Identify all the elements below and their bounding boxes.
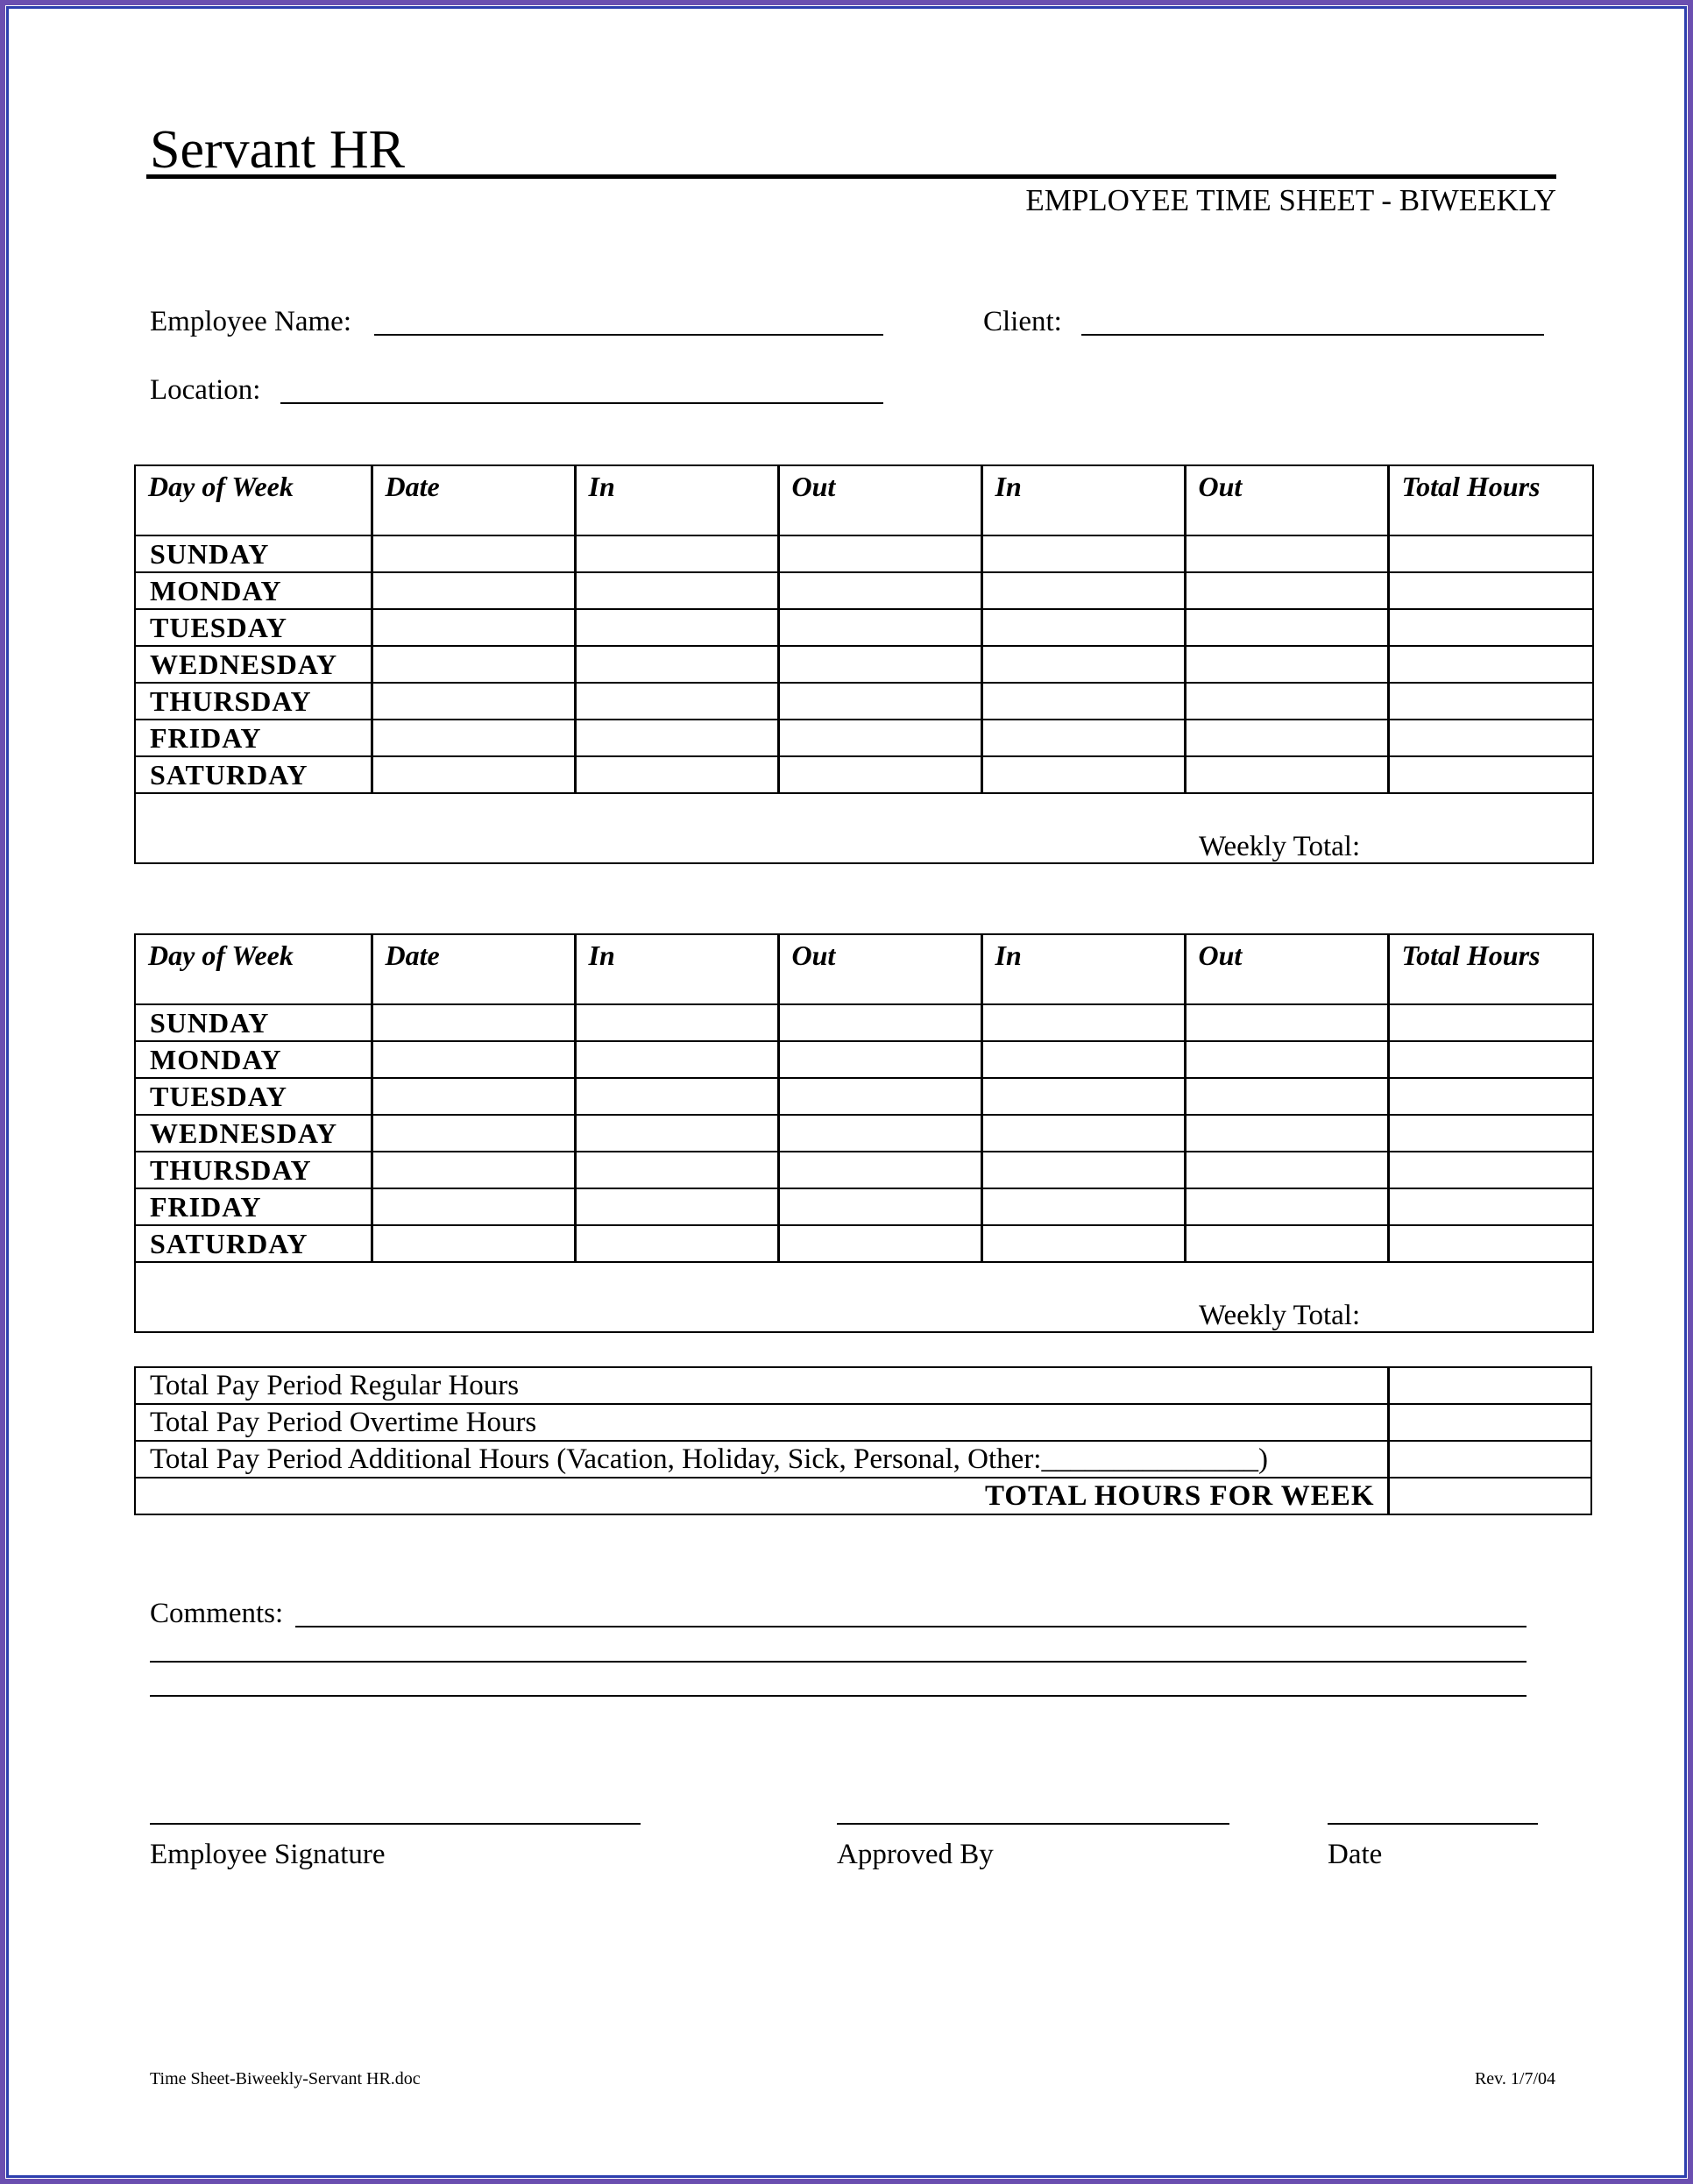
document-page [12,12,1681,2172]
out-cell[interactable] [1185,1225,1388,1262]
in-cell[interactable] [575,683,778,720]
in-cell[interactable] [575,720,778,756]
approved-by-line[interactable] [837,1823,1229,1825]
total-hours-cell[interactable] [1388,683,1593,720]
column-header: In [981,934,1185,1004]
day-label: MONDAY [135,572,372,609]
day-label: TUESDAY [135,609,372,646]
day-label: FRIDAY [135,720,372,756]
footer-revision: Rev. 1/7/04 [1474,2069,1555,2088]
day-label: MONDAY [135,1041,372,1078]
date-cell[interactable] [372,1152,575,1188]
total-hours-cell[interactable] [1388,572,1593,609]
additional-hours-label: Total Pay Period Additional Hours (Vacation, Holiday, Sick, Personal, Other:_______________) [135,1441,1388,1478]
pay-period-summary-table [134,1366,1592,1515]
total-hours-cell[interactable] [1388,1004,1593,1041]
out-cell[interactable] [1185,1152,1388,1188]
weekly-total-cell [135,793,1593,863]
in-cell[interactable] [575,1225,778,1262]
in-cell[interactable] [981,646,1185,683]
out-cell[interactable] [1185,683,1388,720]
total-hours-cell[interactable] [1388,1152,1593,1188]
comments-label: Comments: [150,1598,284,1629]
out-cell[interactable] [778,683,981,720]
in-cell[interactable] [981,1225,1185,1262]
employee-signature-label: Employee Signature [150,1839,386,1870]
day-label: TUESDAY [135,1078,372,1115]
week-2-table [134,933,1594,1333]
day-label: THURSDAY [135,683,372,720]
day-label: SATURDAY [135,756,372,793]
summary-row [135,1404,1591,1441]
table-row [135,535,1593,572]
date-cell[interactable] [372,683,575,720]
in-cell[interactable] [981,683,1185,720]
date-cell[interactable] [372,572,575,609]
table-row [135,1152,1593,1188]
out-cell[interactable] [778,1152,981,1188]
in-cell[interactable] [981,756,1185,793]
table-row [135,572,1593,609]
out-cell[interactable] [778,572,981,609]
out-cell[interactable] [778,1225,981,1262]
column-header: Out [1185,934,1388,1004]
regular-hours-label: Total Pay Period Regular Hours [135,1367,1388,1404]
location-field[interactable] [280,402,883,404]
in-cell[interactable] [981,1115,1185,1152]
summary-row [135,1478,1591,1514]
date-cell[interactable] [372,720,575,756]
out-cell[interactable] [778,1004,981,1041]
out-cell[interactable] [1185,720,1388,756]
out-cell[interactable] [778,535,981,572]
total-hours-cell[interactable] [1388,720,1593,756]
client-label: Client: [983,306,1062,337]
out-cell[interactable] [778,646,981,683]
total-hours-cell[interactable] [1388,535,1593,572]
weekly-total-label: Weekly Total: [1199,1300,1361,1331]
date-cell[interactable] [372,1004,575,1041]
regular-hours-value[interactable] [1388,1367,1591,1404]
weekly-total-row [135,1262,1593,1332]
table-row [135,720,1593,756]
date-cell[interactable] [372,1115,575,1152]
table-row [135,1004,1593,1041]
out-cell[interactable] [778,1041,981,1078]
out-cell[interactable] [778,609,981,646]
summary-row [135,1441,1591,1478]
table-row [135,1078,1593,1115]
out-cell[interactable] [778,756,981,793]
comments-line-2[interactable] [150,1661,1527,1663]
location-label: Location: [150,374,261,406]
in-cell[interactable] [575,535,778,572]
employee-name-field[interactable] [374,334,883,336]
column-header: Day of Week [135,465,372,535]
date-signature-label: Date [1328,1839,1383,1870]
weekly-total-row [135,793,1593,863]
in-cell[interactable] [575,756,778,793]
column-header: Total Hours [1388,934,1593,1004]
date-cell[interactable] [372,646,575,683]
date-cell[interactable] [372,1078,575,1115]
in-cell[interactable] [575,609,778,646]
employee-signature-line[interactable] [150,1823,641,1825]
out-cell[interactable] [1185,1041,1388,1078]
total-hours-for-week-value[interactable] [1388,1478,1591,1514]
in-cell[interactable] [575,646,778,683]
table-row [135,1115,1593,1152]
in-cell[interactable] [981,1152,1185,1188]
total-hours-cell[interactable] [1388,1225,1593,1262]
total-hours-cell[interactable] [1388,609,1593,646]
out-cell[interactable] [1185,1188,1388,1225]
date-cell[interactable] [372,609,575,646]
table-row [135,646,1593,683]
day-label: SUNDAY [135,1004,372,1041]
approved-by-label: Approved By [837,1839,994,1870]
out-cell[interactable] [778,1188,981,1225]
table-row [135,1188,1593,1225]
column-header: Total Hours [1388,465,1593,535]
column-header: Day of Week [135,934,372,1004]
weekly-total-label: Weekly Total: [1199,831,1361,862]
in-cell[interactable] [575,1115,778,1152]
date-cell[interactable] [372,1188,575,1225]
in-cell[interactable] [575,1078,778,1115]
in-cell[interactable] [981,1004,1185,1041]
day-label: WEDNESDAY [135,646,372,683]
out-cell[interactable] [778,1115,981,1152]
column-header: Out [778,465,981,535]
column-header: Date [372,934,575,1004]
in-cell[interactable] [981,1188,1185,1225]
out-cell[interactable] [1185,1004,1388,1041]
in-cell[interactable] [981,1078,1185,1115]
in-cell[interactable] [981,535,1185,572]
table-row [135,609,1593,646]
footer-filename: Time Sheet-Biweekly-Servant HR.doc [150,2069,421,2088]
table-row [135,1225,1593,1262]
out-cell[interactable] [778,1078,981,1115]
date-cell[interactable] [372,756,575,793]
column-header: Out [778,934,981,1004]
day-label: WEDNESDAY [135,1115,372,1152]
column-header: In [575,465,778,535]
column-header: In [981,465,1185,535]
overtime-hours-label: Total Pay Period Overtime Hours [135,1404,1388,1441]
summary-row [135,1367,1591,1404]
date-cell[interactable] [372,535,575,572]
in-cell[interactable] [981,609,1185,646]
comments-line-1[interactable] [295,1626,1527,1627]
total-hours-cell[interactable] [1388,1115,1593,1152]
in-cell[interactable] [575,572,778,609]
overtime-hours-value[interactable] [1388,1404,1591,1441]
in-cell[interactable] [575,1152,778,1188]
document-title: EMPLOYEE TIME SHEET - BIWEEKLY [1025,183,1556,217]
out-cell[interactable] [778,720,981,756]
day-label: THURSDAY [135,1152,372,1188]
column-header: In [575,934,778,1004]
out-cell[interactable] [1185,756,1388,793]
date-cell[interactable] [372,1041,575,1078]
table-row [135,683,1593,720]
in-cell[interactable] [575,1041,778,1078]
total-hours-for-week-label: TOTAL HOURS FOR WEEK [135,1478,1388,1514]
header-rule [146,174,1556,179]
weekly-total-cell [135,1262,1593,1332]
day-label: SUNDAY [135,535,372,572]
in-cell[interactable] [575,1188,778,1225]
out-cell[interactable] [1185,1115,1388,1152]
out-cell[interactable] [1185,609,1388,646]
table-row [135,1041,1593,1078]
in-cell[interactable] [981,572,1185,609]
additional-hours-value[interactable] [1388,1441,1591,1478]
total-hours-cell[interactable] [1388,1188,1593,1225]
employee-name-label: Employee Name: [150,306,352,337]
company-name: Servant HR [150,120,406,180]
in-cell[interactable] [575,1004,778,1041]
out-cell[interactable] [1185,535,1388,572]
week-1-table [134,464,1594,864]
date-cell[interactable] [372,1225,575,1262]
total-hours-cell[interactable] [1388,1041,1593,1078]
column-header: Date [372,465,575,535]
table-header-row [135,934,1593,1004]
column-header: Out [1185,465,1388,535]
total-hours-cell[interactable] [1388,756,1593,793]
table-row [135,756,1593,793]
day-label: SATURDAY [135,1225,372,1262]
comments-line-3[interactable] [150,1695,1527,1697]
total-hours-cell[interactable] [1388,1078,1593,1115]
client-field[interactable] [1081,334,1544,336]
in-cell[interactable] [981,720,1185,756]
date-signature-line[interactable] [1328,1823,1538,1825]
day-label: FRIDAY [135,1188,372,1225]
out-cell[interactable] [1185,572,1388,609]
total-hours-cell[interactable] [1388,646,1593,683]
out-cell[interactable] [1185,646,1388,683]
in-cell[interactable] [981,1041,1185,1078]
out-cell[interactable] [1185,1078,1388,1115]
table-header-row [135,465,1593,535]
